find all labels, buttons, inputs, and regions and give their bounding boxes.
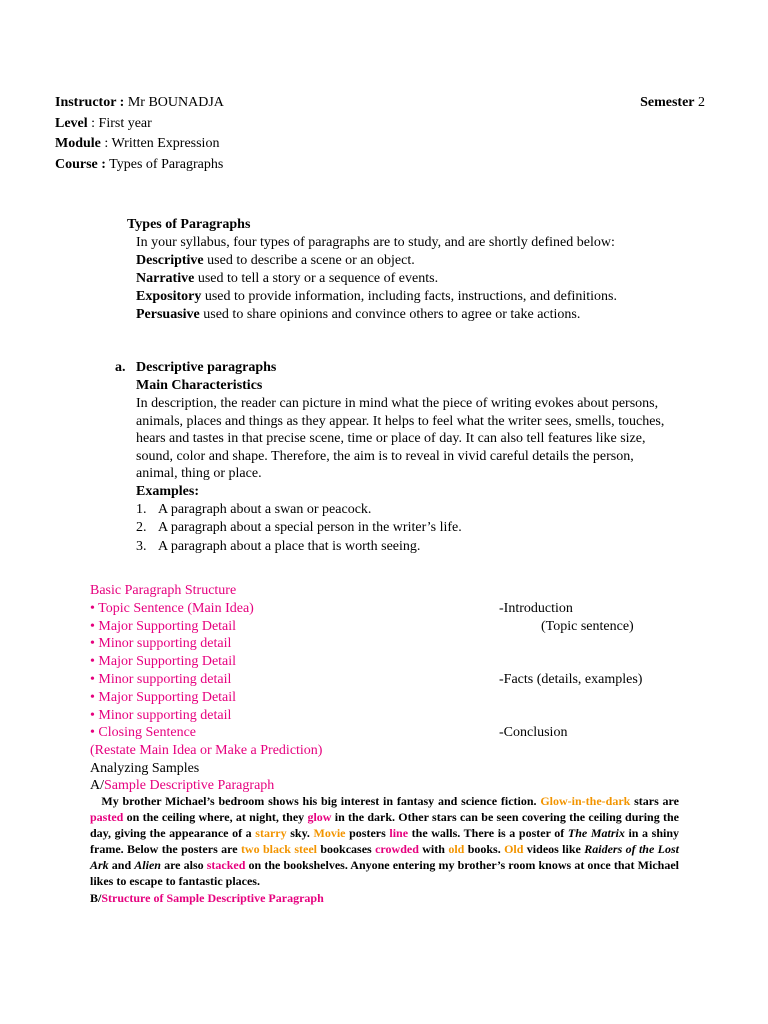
structure-right: -Introduction — [499, 600, 573, 616]
highlight-adjective: two black steel — [240, 842, 318, 856]
structure-line — [90, 724, 710, 742]
document-header — [55, 94, 705, 176]
structure-sample-heading — [90, 890, 679, 906]
text-run: videos like — [523, 842, 585, 856]
highlight-verb: glow — [307, 810, 332, 824]
title-italic: Alien — [134, 858, 161, 872]
structure-left: • Topic Sentence (Main Idea) — [90, 600, 254, 616]
highlight-adjective: starry — [255, 826, 287, 840]
type-def: used to provide information, including facts, instructions, and definitions. — [201, 289, 617, 304]
structure-left: • Minor supporting detail — [90, 636, 232, 652]
type-term: Expository — [136, 289, 202, 304]
structure-left: • Minor supporting detail — [90, 707, 232, 723]
sample-paragraph-section — [90, 793, 683, 906]
semester — [640, 94, 705, 112]
text-run: in the dark. Other stars can be seen covering the ceiling during the day, giving the appearance of a — [90, 810, 682, 840]
types-section — [127, 216, 687, 324]
text-run: My brother Michael’s bedroom shows his big interest in fantasy and science fiction. — [90, 794, 541, 808]
structure-line — [90, 689, 710, 707]
list-text: A paragraph about a special person in the writer’s life. — [158, 520, 462, 536]
type-item — [127, 288, 687, 306]
analyzing-samples: Analyzing Samples — [90, 760, 200, 776]
text-run: on the ceiling where, at night, they — [123, 810, 308, 824]
main-characteristics-heading: Main Characteristics — [136, 378, 263, 393]
structure-line — [90, 742, 710, 760]
highlight-verb: pasted — [90, 810, 124, 824]
highlight-adjective: Movie — [313, 826, 346, 840]
section-marker: a. — [115, 360, 126, 375]
level-value: : First year — [87, 115, 152, 131]
level-label: Level — [55, 115, 88, 131]
list-number: 2. — [136, 520, 147, 536]
structure-title: Basic Paragraph Structure — [90, 583, 237, 598]
sample-prefix: A/ — [90, 777, 104, 793]
descriptive-body: In description, the reader can picture in mind what the piece of writing evokes about persons, animals, places and things as they appear. It helps to feel what the writer sees, smells, touches, hears and tastes in that precise scene, time or place of day. It can also tell features like size, sound, color and shape. Therefore, the aim is to reveal in vivid careful details the person, animal, thing or place. — [136, 396, 665, 482]
list-text: A paragraph about a swan or peacock. — [158, 501, 372, 517]
structure-line — [90, 653, 710, 671]
structure-line — [90, 671, 710, 689]
text-run: in a shiny frame. Below the posters are — [90, 826, 683, 856]
sample-paragraph — [90, 793, 683, 889]
type-def: used to describe a scene or an object. — [203, 253, 415, 268]
structure-line — [90, 618, 710, 636]
structure-right: (Topic sentence) — [499, 618, 634, 634]
instructor-row — [55, 94, 705, 115]
highlight-adjective: Glow-in-the-dark — [540, 794, 631, 808]
structure-line — [90, 600, 710, 618]
sample-title-row — [90, 778, 710, 793]
text-run: with — [418, 842, 449, 856]
text-run: sky. — [286, 826, 314, 840]
text-run: and — [108, 858, 135, 872]
structure-left: (Restate Main Idea or Make a Prediction) — [90, 743, 323, 759]
type-item — [127, 306, 687, 324]
text-run: on the bookshelves. Anyone entering my brother’s room knows at once that Michael likes to escape to fantastic places. — [90, 858, 682, 888]
type-def: used to share opinions and convince others to agree or take actions. — [199, 307, 581, 322]
structure-line — [90, 707, 710, 725]
structure-left: • Major Supporting Detail — [90, 654, 237, 670]
module-label: Module — [55, 136, 101, 151]
text-run: bookcases — [317, 842, 376, 856]
title-italic: Raiders of the Lost Ark — [90, 842, 682, 872]
type-term: Persuasive — [136, 307, 200, 322]
text-run: posters — [345, 826, 390, 840]
title-italic: The Matrix — [567, 826, 625, 840]
type-def: used to tell a story or a sequence of events. — [194, 271, 439, 286]
level-row — [55, 115, 705, 136]
descriptive-heading-row — [115, 359, 675, 377]
type-item — [127, 252, 687, 270]
descriptive-section — [115, 359, 675, 556]
instructor-label: Instructor : — [55, 95, 125, 110]
text-run: are also — [160, 858, 207, 872]
examples-list — [115, 501, 675, 557]
types-intro: In your syllabus, four types of paragraphs are to study, and are shortly defined below: — [136, 235, 615, 250]
structure-left: • Minor supporting detail — [90, 671, 232, 687]
course-row — [55, 156, 705, 177]
list-number: 1. — [136, 501, 147, 517]
text-run: stars are — [630, 794, 682, 808]
module-value: : Written Expression — [100, 136, 220, 151]
highlight-adjective: Old — [504, 842, 524, 856]
semester-value: 2 — [694, 95, 705, 110]
structure-sample-prefix: B/ — [90, 891, 102, 905]
structure-right: -Conclusion — [499, 725, 568, 741]
list-number: 3. — [136, 538, 147, 554]
list-item — [115, 501, 675, 520]
sample-title: Sample Descriptive Paragraph — [104, 777, 275, 793]
structure-left: • Closing Sentence — [90, 725, 196, 741]
examples-label: Examples: — [136, 483, 199, 499]
descriptive-heading: Descriptive paragraphs — [136, 360, 277, 375]
structure-left: • Major Supporting Detail — [90, 618, 237, 634]
highlight-adjective: old — [448, 842, 465, 856]
course-value: Types of Paragraphs — [105, 156, 224, 172]
module-row — [55, 135, 705, 156]
highlight-verb: crowded — [375, 842, 419, 856]
structure-right: -Facts (details, examples) — [499, 671, 643, 687]
instructor-value: Mr BOUNADJA — [124, 95, 224, 110]
list-item — [115, 519, 675, 538]
semester-label: Semester — [640, 95, 695, 110]
structure-section — [90, 582, 710, 793]
type-term: Narrative — [136, 271, 195, 286]
type-item — [127, 270, 687, 288]
text-run: the walls. There is a poster of — [408, 826, 568, 840]
highlight-verb: line — [389, 826, 409, 840]
structure-left: • Major Supporting Detail — [90, 689, 237, 705]
type-term: Descriptive — [136, 253, 204, 268]
structure-sample-title: Structure of Sample Descriptive Paragraph — [101, 891, 324, 905]
types-title: Types of Paragraphs — [127, 217, 251, 232]
list-text: A paragraph about a place that is worth seeing. — [158, 538, 421, 554]
list-item — [115, 538, 675, 557]
course-label: Course : — [55, 156, 106, 172]
structure-line — [90, 635, 710, 653]
highlight-verb: stacked — [206, 858, 246, 872]
text-run: books. — [464, 842, 505, 856]
